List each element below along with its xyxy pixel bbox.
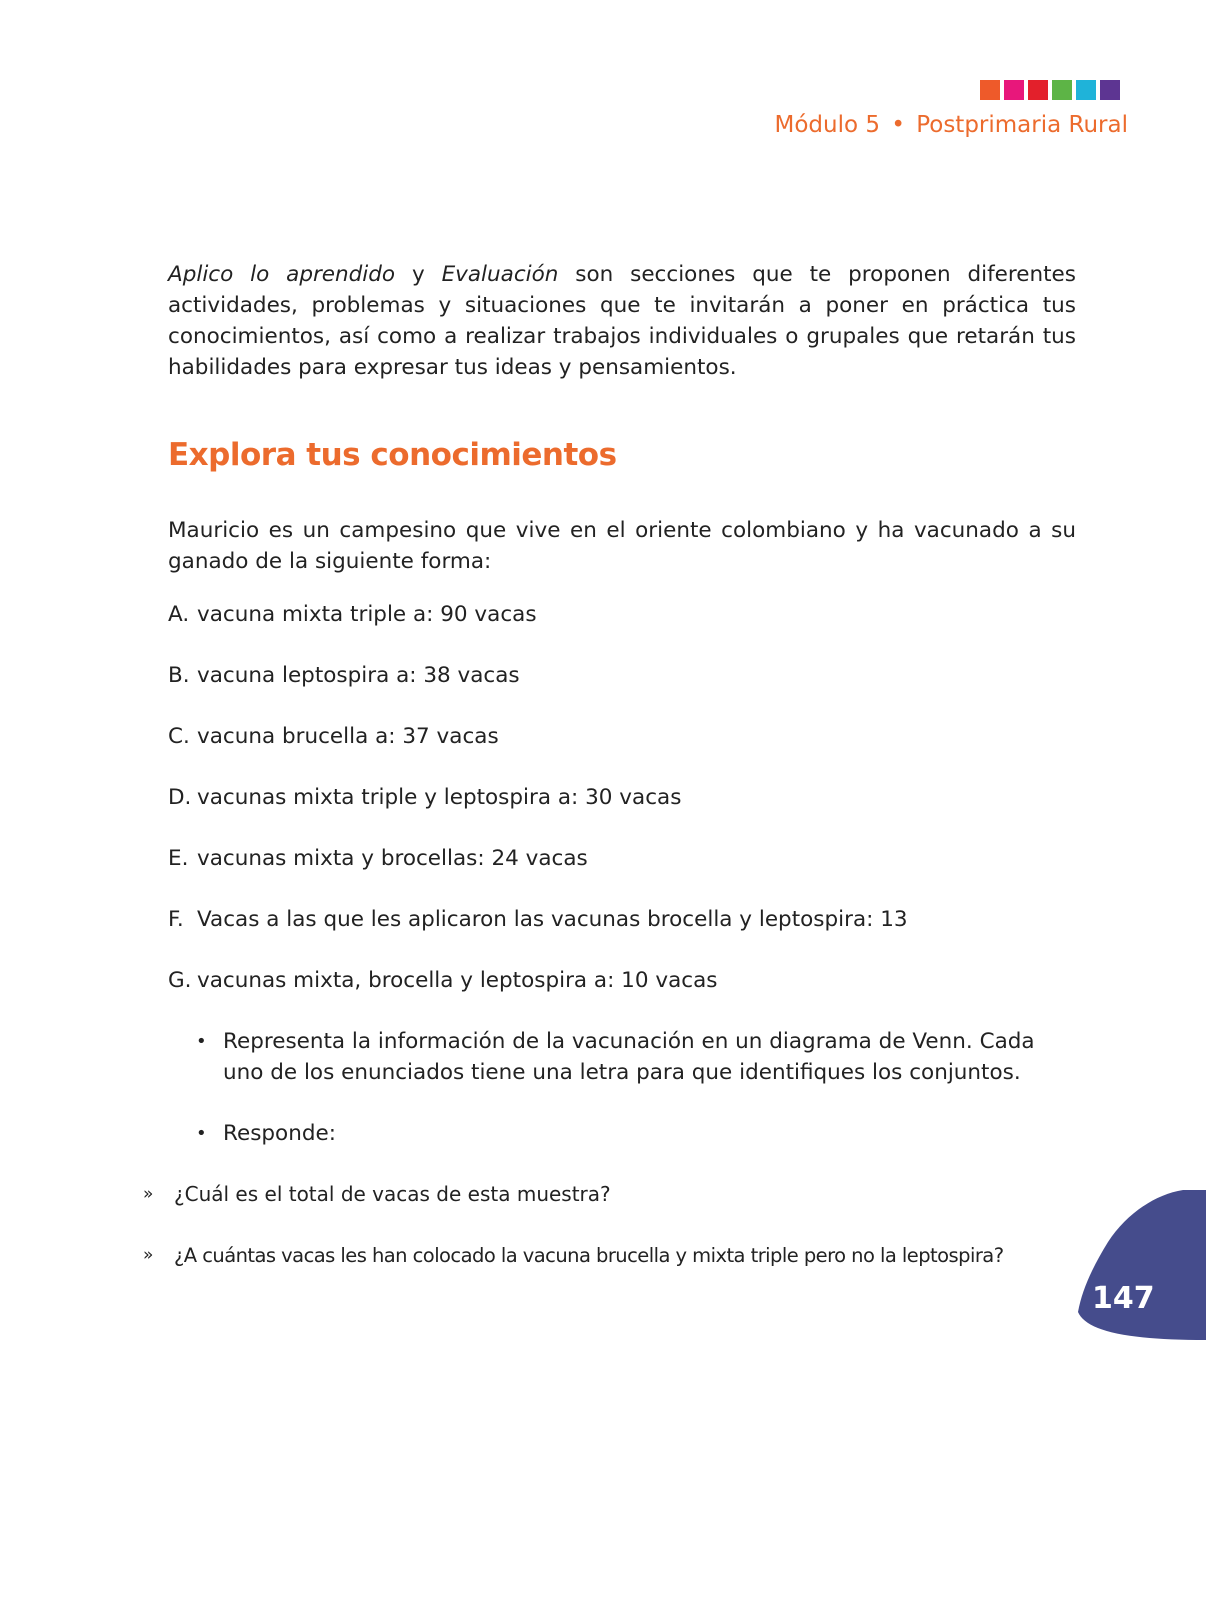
- list-item: [168, 965, 1076, 1026]
- color-square-purple: [1100, 80, 1120, 100]
- item-letter: B.: [168, 663, 190, 688]
- program-label: Postprimaria Rural: [916, 112, 1128, 138]
- bullet-marker: •: [196, 1031, 207, 1052]
- question-item: [143, 1240, 1076, 1271]
- module-header: [775, 112, 1129, 138]
- question-marker: »: [143, 1184, 154, 1204]
- question-item: [143, 1179, 1076, 1210]
- page-content: [143, 259, 1076, 1301]
- item-letter: E.: [168, 846, 189, 871]
- page-number-badge: [1062, 1190, 1206, 1340]
- item-text: vacunas mixta y brocellas: 24 vacas: [197, 846, 588, 871]
- color-square-pink: [1004, 80, 1024, 100]
- color-square-orange: [980, 80, 1000, 100]
- item-text: vacuna leptospira a: 38 vacas: [197, 663, 520, 688]
- vaccination-list: [168, 599, 1076, 1026]
- bullet-marker: •: [196, 1123, 207, 1144]
- bullet-text: Responde:: [223, 1121, 336, 1146]
- question-marker: »: [143, 1245, 153, 1265]
- page-number: 147: [1092, 1281, 1155, 1316]
- color-square-green: [1052, 80, 1072, 100]
- intro-paragraph: [168, 259, 1076, 383]
- bullet-text: Representa la información de la vacunación en un diagrama de Venn. Cada uno de los enunciados tiene una letra para que identifiques los conjuntos.: [223, 1029, 1035, 1085]
- item-text: vacuna mixta triple a: 90 vacas: [197, 602, 537, 627]
- item-letter: D.: [168, 785, 192, 810]
- bullet-item: [196, 1118, 1076, 1149]
- intro-rest: son secciones que te proponen diferentes actividades, problemas y situaciones que te invitarán a poner en práctica tus conocimientos, así como a realizar trabajos individuales o grupales que retarán tus habilidades para expresar tus ideas y pensamientos.: [168, 262, 1076, 380]
- header-separator: •: [891, 112, 905, 138]
- list-item: [168, 721, 1076, 782]
- item-text: Vacas a las que les aplicaron las vacunas brocella y leptospira: 13: [197, 907, 908, 932]
- color-square-cyan: [1076, 80, 1096, 100]
- color-square-red: [1028, 80, 1048, 100]
- list-item: [168, 660, 1076, 721]
- item-text: vacuna brucella a: 37 vacas: [197, 724, 499, 749]
- badge-shape: [1078, 1190, 1206, 1340]
- item-letter: F.: [168, 907, 184, 932]
- item-letter: A.: [168, 602, 190, 627]
- item-letter: C.: [168, 724, 190, 749]
- color-strip: [980, 80, 1120, 100]
- question-list: [143, 1179, 1076, 1271]
- item-letter: G.: [168, 968, 192, 993]
- item-text: vacunas mixta, brocella y leptospira a: 10 vacas: [197, 968, 718, 993]
- list-item: [168, 782, 1076, 843]
- bullet-item: [196, 1026, 1076, 1088]
- question-text: ¿A cuántas vacas les han colocado la vacuna brucella y mixta triple pero no la leptospira?: [174, 1244, 1004, 1267]
- module-label: Módulo 5: [774, 112, 880, 138]
- list-item: [168, 843, 1076, 904]
- list-item: [168, 599, 1076, 660]
- section-title: Explora tus conocimientos: [168, 437, 617, 473]
- list-item: [168, 904, 1076, 965]
- intro-italic-evaluacion: Evaluación: [441, 262, 559, 287]
- item-text: vacunas mixta triple y leptospira a: 30 vacas: [197, 785, 682, 810]
- intro-italic-aplico: Aplico lo aprendido: [168, 262, 396, 287]
- question-text: ¿Cuál es el total de vacas de esta muestra?: [174, 1182, 611, 1206]
- problem-statement: Mauricio es un campesino que vive en el oriente colombiano y ha vacunado a su ganado de la siguiente forma:: [168, 518, 1076, 574]
- intro-conjunction: y: [395, 262, 442, 287]
- instruction-list: [168, 1026, 1076, 1149]
